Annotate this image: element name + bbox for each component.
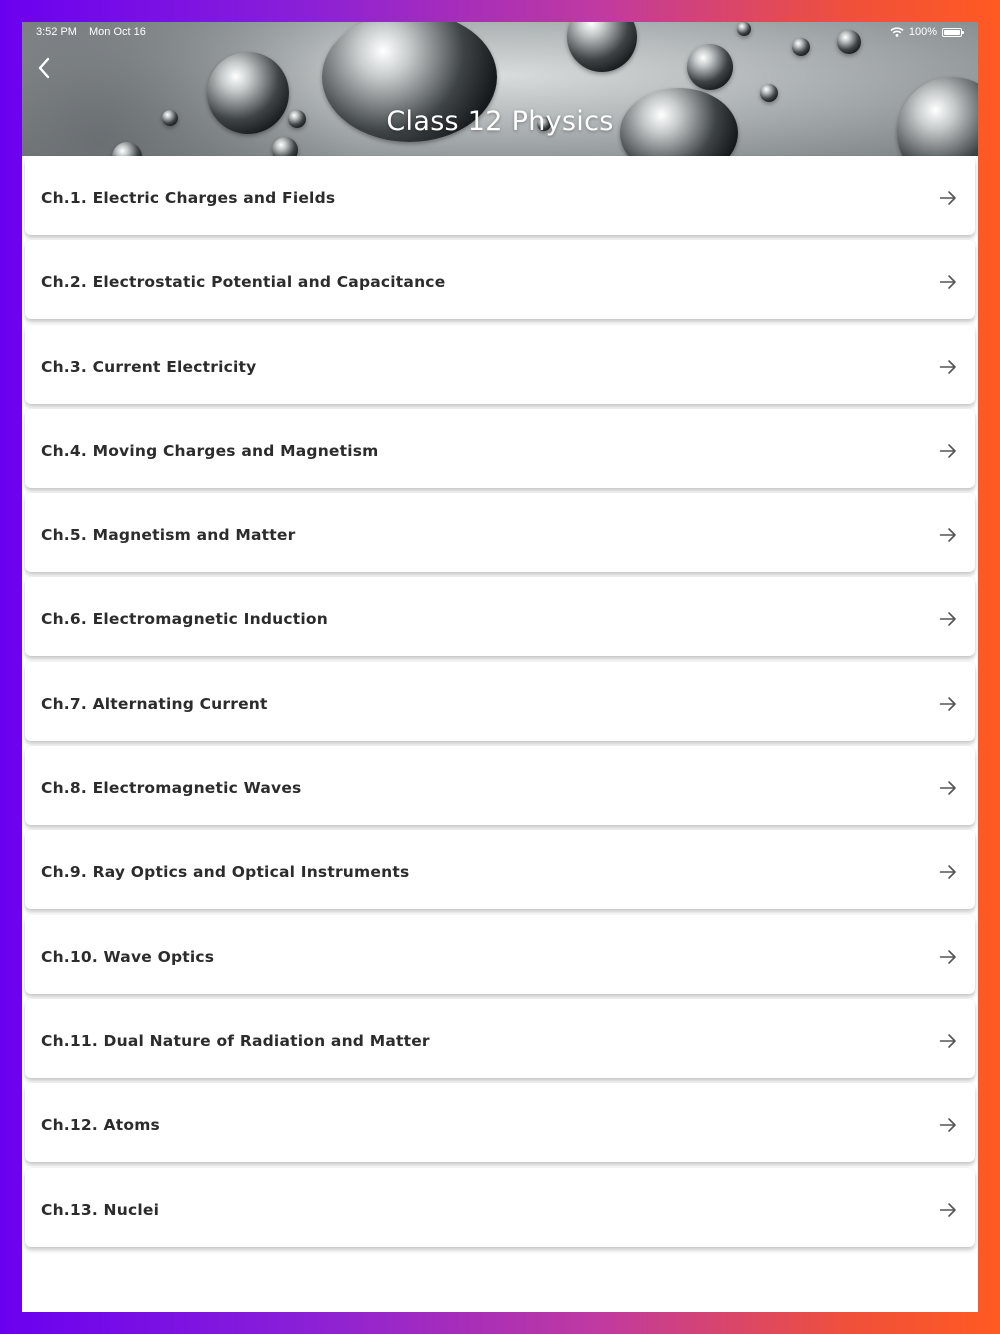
arrow-right-icon[interactable] — [939, 443, 957, 459]
arrow-right-icon[interactable] — [939, 611, 957, 627]
chapter-title: Ch.8. Electromagnetic Waves — [41, 779, 302, 798]
chapter-title: Ch.1. Electric Charges and Fields — [41, 189, 336, 207]
arrow-right-icon[interactable] — [939, 527, 957, 543]
status-indicators — [890, 26, 962, 38]
chapter-item[interactable] — [25, 156, 975, 235]
bubble-decoration — [272, 137, 298, 156]
chapter-list — [25, 156, 975, 1252]
chapter-title: Ch.13. Nuclei — [41, 1200, 160, 1219]
arrow-right-icon[interactable] — [939, 1117, 957, 1133]
arrow-right-icon[interactable] — [939, 949, 957, 965]
app-screen — [22, 22, 978, 1312]
bubble-decoration — [687, 44, 733, 90]
status-bar — [22, 22, 978, 44]
chapter-title: Ch.7. Alternating Current — [41, 694, 268, 713]
chapter-item[interactable] — [25, 999, 975, 1078]
chapter-title: Ch.3. Current Electricity — [41, 357, 257, 376]
chevron-left-icon — [37, 57, 51, 83]
chapter-item[interactable] — [25, 1083, 975, 1162]
chapter-title: Ch.2. Electrostatic Potential and Capacitance — [41, 273, 446, 292]
chapter-title: Ch.4. Moving Charges and Magnetism — [41, 441, 379, 460]
page-title: Class 12 Physics — [386, 106, 614, 137]
chapter-title: Ch.12. Atoms — [41, 1116, 160, 1135]
arrow-right-icon[interactable] — [939, 696, 957, 712]
chapter-item[interactable] — [25, 240, 975, 319]
chapter-item[interactable] — [25, 409, 975, 488]
chapter-title: Ch.6. Electromagnetic Induction — [41, 610, 328, 629]
chapter-item[interactable] — [25, 830, 975, 909]
back-button[interactable] — [30, 56, 58, 84]
battery-percentage: 100% — [908, 26, 937, 38]
status-date: Mon Oct 16 — [89, 26, 146, 38]
battery-icon — [942, 28, 962, 37]
header-banner — [22, 22, 978, 156]
arrow-right-icon[interactable] — [939, 780, 957, 796]
chapter-title: Ch.9. Ray Optics and Optical Instruments — [41, 863, 410, 882]
arrow-right-icon[interactable] — [939, 359, 957, 375]
chapter-item[interactable] — [25, 1168, 975, 1247]
chapter-item[interactable] — [25, 662, 975, 741]
arrow-right-icon[interactable] — [939, 864, 957, 880]
wifi-icon — [890, 27, 904, 37]
arrow-right-icon[interactable] — [939, 1033, 957, 1049]
status-time: 3:52 PM — [36, 26, 77, 38]
arrow-right-icon[interactable] — [939, 1202, 957, 1218]
chapter-item[interactable] — [25, 577, 975, 656]
chapter-item[interactable] — [25, 493, 975, 572]
bubble-decoration — [112, 142, 142, 156]
chapter-title: Ch.10. Wave Optics — [41, 947, 215, 966]
arrow-right-icon[interactable] — [939, 274, 957, 290]
arrow-right-icon[interactable] — [939, 190, 957, 206]
bubble-decoration — [760, 84, 778, 102]
chapter-title: Ch.5. Magnetism and Matter — [41, 526, 296, 545]
chapter-item[interactable] — [25, 915, 975, 994]
chapter-title: Ch.11. Dual Nature of Radiation and Matter — [41, 1031, 430, 1050]
chapter-item[interactable] — [25, 746, 975, 825]
chapter-item[interactable] — [25, 325, 975, 404]
